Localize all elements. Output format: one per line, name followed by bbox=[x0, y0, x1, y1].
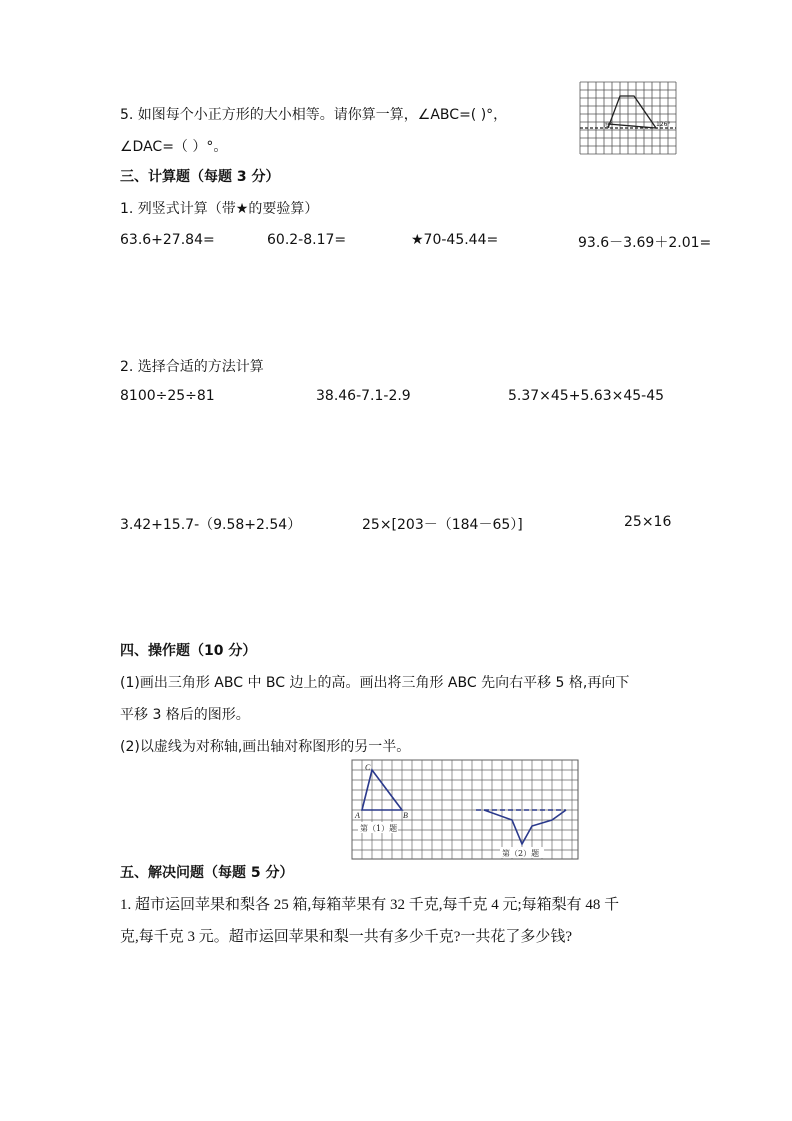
label-b: B bbox=[403, 811, 408, 820]
q5-grid-figure bbox=[580, 82, 676, 158]
label-c: C bbox=[365, 763, 371, 772]
calc-item: 38.46-7.1-2.9 bbox=[316, 388, 411, 404]
section5-q1b: 克,每千克 3 元。超市运回苹果和梨一共有多少千克?一共花了多少钱? bbox=[120, 929, 573, 945]
section3-title: 三、计算题（每题 3 分） bbox=[120, 169, 280, 185]
q5-fig-label-right: 126° bbox=[656, 121, 671, 128]
section5-title: 五、解决问题（每题 5 分） bbox=[120, 865, 294, 881]
section4-title: 四、操作题（10 分） bbox=[120, 643, 257, 659]
calc-item: 60.2-8.17= bbox=[267, 232, 347, 248]
section4-p1b: 平移 3 格后的图形。 bbox=[120, 707, 250, 723]
calc-item: ★70-45.44= bbox=[411, 232, 499, 248]
section3-sub2-title: 2. 选择合适的方法计算 bbox=[120, 359, 264, 375]
q5-fig-label-left: 度° bbox=[604, 122, 614, 129]
calc-item: 25×[203－（184－65）] bbox=[362, 517, 523, 533]
half-figure bbox=[484, 810, 566, 844]
calc-item: 25×16 bbox=[624, 514, 672, 530]
calc-item: 5.37×45+5.63×45-45 bbox=[508, 388, 665, 404]
calc-item: 8100÷25÷81 bbox=[120, 388, 215, 404]
section4-p2: (2)以虚线为对称轴,画出轴对称图形的另一半。 bbox=[120, 739, 411, 755]
section5-q1a: 1. 超市运回苹果和梨各 25 箱,每箱苹果有 32 千克,每千克 4 元;每箱梨有 48 千 bbox=[120, 897, 620, 913]
q5-line1: 5. 如图每个小正方形的大小相等。请你算一算，∠ABC=( )°， bbox=[120, 107, 508, 123]
caption-1: 第（1）题 bbox=[360, 824, 398, 833]
calc-item: 93.6－3.69＋2.01= bbox=[578, 235, 712, 251]
operation-grid-figure bbox=[352, 760, 578, 859]
section3-sub1-title: 1. 列竖式计算（带★的要验算） bbox=[120, 201, 319, 217]
calc-item: 3.42+15.7-（9.58+2.54） bbox=[120, 517, 302, 533]
section4-p1a: (1)画出三角形 ABC 中 BC 边上的高。画出将三角形 ABC 先向右平移 5 格,再向下 bbox=[120, 675, 630, 691]
calc-item: 63.6+27.84= bbox=[120, 232, 215, 248]
q5-line2: ∠DAC=（ ）°。 bbox=[120, 139, 228, 155]
label-a: A bbox=[355, 811, 360, 820]
caption-2: 第（2）题 bbox=[502, 849, 540, 858]
